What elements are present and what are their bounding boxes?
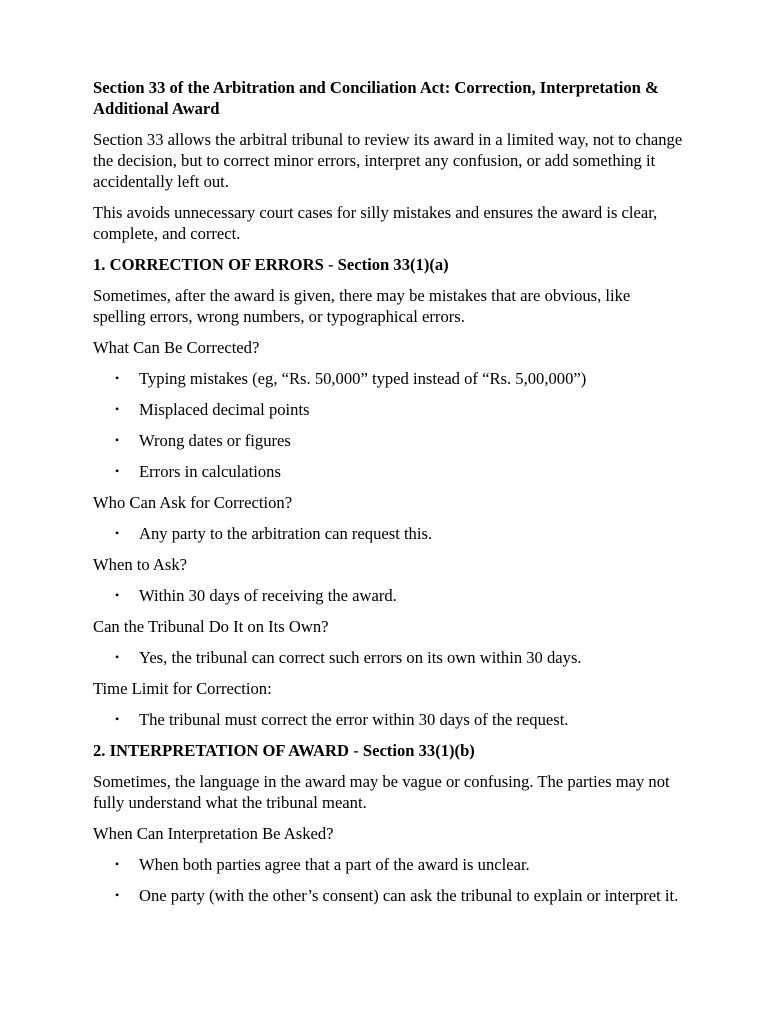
section-heading-title: 2. INTERPRETATION OF AWARD (93, 741, 350, 760)
subheading-who-can-ask: Who Can Ask for Correction? (93, 493, 293, 512)
bullet-icon: • (115, 857, 120, 871)
bullet-icon: • (115, 712, 120, 726)
bullet-icon: • (115, 588, 120, 602)
list-item (93, 523, 683, 544)
bullet-list-time-limit (93, 709, 683, 730)
list-item-text: The tribunal must correct the error within 30 days of the request. (139, 710, 569, 729)
list-item (93, 461, 683, 482)
section-heading-correction (93, 254, 683, 275)
list-item-text: When both parties agree that a part of the award is unclear. (139, 855, 530, 874)
bullet-list-who-can-ask (93, 523, 683, 544)
section-heading-reference: Section 33(1)(b) (362, 741, 475, 760)
list-item-text: One party (with the other’s consent) can ask the tribunal to explain or interpret it. (139, 886, 679, 905)
bullet-icon: • (115, 526, 120, 540)
interpretation-paragraph: Sometimes, the language in the award may be vague or confusing. The parties may not fully understand what the tribunal meant. (93, 772, 670, 812)
bullet-icon: • (115, 650, 120, 664)
intro-paragraph-1: Section 33 allows the arbitral tribunal to review its award in a limited way, not to change the decision, but to correct minor errors, interpret any confusion, or add something it accidentally left out. (93, 130, 683, 191)
bullet-icon: • (115, 402, 120, 416)
list-item (93, 885, 683, 906)
bullet-list-tribunal-own-motion (93, 647, 683, 668)
list-item-text: Any party to the arbitration can request this. (139, 524, 433, 543)
section-heading-separator: - (349, 741, 363, 760)
list-item-text: Typing mistakes (eg, “Rs. 50,000” typed instead of “Rs. 5,00,000”) (139, 369, 587, 388)
correction-paragraph: Sometimes, after the award is given, there may be mistakes that are obvious, like spelling errors, wrong numbers, or typographical errors. (93, 286, 631, 326)
list-item (93, 647, 683, 668)
bullet-icon: • (115, 464, 120, 478)
list-item (93, 585, 683, 606)
list-item (93, 854, 683, 875)
bullet-list-when-to-ask (93, 585, 683, 606)
list-item (93, 430, 683, 451)
section-heading-separator: - (323, 255, 338, 274)
list-item (93, 368, 683, 389)
subheading-what-can-be-corrected: What Can Be Corrected? (93, 338, 260, 357)
document-body (93, 77, 683, 916)
bullet-icon: • (115, 433, 120, 447)
subheading-tribunal-own-motion: Can the Tribunal Do It on Its Own? (93, 617, 329, 636)
bullet-list-correctable-items (93, 368, 683, 482)
list-item-text: Yes, the tribunal can correct such errors on its own within 30 days. (139, 648, 582, 667)
section-heading-interpretation (93, 740, 683, 761)
list-item-text: Misplaced decimal points (139, 400, 310, 419)
subheading-when-to-ask: When to Ask? (93, 555, 188, 574)
document-title: Section 33 of the Arbitration and Conciliation Act: Correction, Interpretation & Additional Award (93, 78, 659, 118)
section-heading-title: 1. CORRECTION OF ERRORS (93, 255, 324, 274)
list-item-text: Wrong dates or figures (139, 431, 291, 450)
list-item (93, 399, 683, 420)
list-item (93, 709, 683, 730)
list-item-text: Errors in calculations (139, 462, 281, 481)
intro-paragraph-2: This avoids unnecessary court cases for silly mistakes and ensures the award is clear, complete, and correct. (93, 203, 658, 243)
section-heading-reference: Section 33(1)(a) (337, 255, 449, 274)
list-item-text: Within 30 days of receiving the award. (139, 586, 397, 605)
subheading-when-interpretation: When Can Interpretation Be Asked? (93, 824, 334, 843)
bullet-icon: • (115, 888, 120, 902)
subheading-time-limit: Time Limit for Correction: (93, 679, 272, 698)
bullet-icon: • (115, 371, 120, 385)
bullet-list-interpretation (93, 854, 683, 906)
